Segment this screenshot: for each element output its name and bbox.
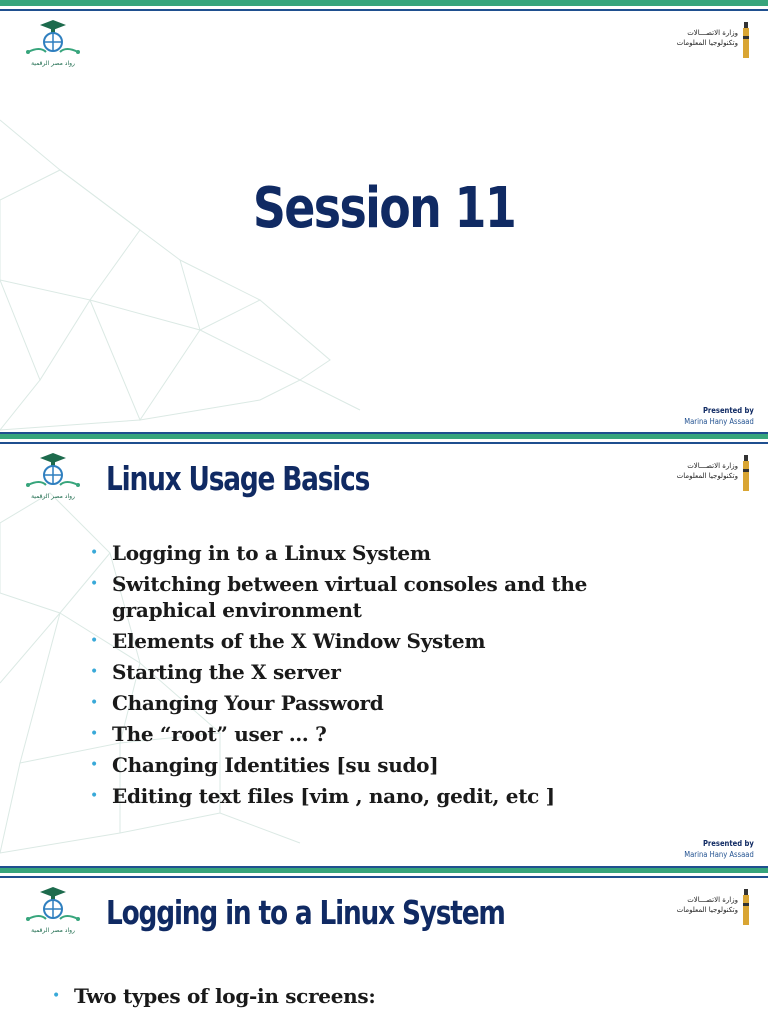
list-item: • Two types of log-in screens:: [52, 984, 376, 1008]
presenter-name: Marina Hany Assaad: [684, 850, 754, 859]
right-logo-line2: وتكنولوجيا المعلومات: [676, 472, 738, 480]
left-logo: [22, 885, 84, 937]
slide-separator: [0, 432, 768, 434]
list-item: • Changing Your Password: [90, 691, 384, 715]
left-logo: [22, 18, 84, 70]
presented-by-block: [672, 839, 754, 859]
pharaoh-emblem-icon: [740, 22, 752, 60]
presented-by-block: [672, 406, 754, 426]
slide-linux-usage-basics: [0, 433, 768, 866]
slide-session-title: [0, 0, 768, 432]
bullet-dot-icon: •: [90, 664, 98, 680]
list-item: • Elements of the X Window System: [90, 629, 486, 653]
left-logo: [22, 451, 84, 503]
right-logo: [670, 455, 756, 495]
bullet-dot-icon: •: [90, 788, 98, 804]
left-logo-text: رواد مصر الرقمية: [31, 927, 75, 934]
pharaoh-emblem-icon: [740, 889, 752, 927]
slide-title: Logging in to a Linux System: [106, 893, 505, 932]
left-logo-text: رواد مصر الرقمية: [31, 60, 75, 67]
session-title: Session 11: [252, 176, 516, 241]
bullet-list: [48, 983, 568, 1014]
slide-separator: [0, 866, 768, 868]
presenter-name: Marina Hany Assaad: [684, 417, 754, 426]
list-item: • Logging in to a Linux System: [90, 541, 431, 565]
list-item: • Switching between virtual consoles and the graphical environment: [90, 572, 588, 622]
bullet-dot-icon: •: [90, 633, 98, 649]
right-logo-line1: وزارة الاتصـــالات: [687, 462, 738, 470]
list-item: • Editing text files [vim , nano, gedit, etc ]: [90, 784, 555, 808]
list-item: • The “root” user … ?: [90, 722, 327, 746]
right-logo: [670, 22, 756, 62]
top-accent-line: [0, 876, 768, 878]
top-accent-line: [0, 9, 768, 11]
right-logo: [670, 889, 756, 929]
bullet-dot-icon: •: [90, 726, 98, 742]
list-item: • Changing Identities [su sudo]: [90, 753, 439, 777]
graduation-globe-logo-icon: [22, 18, 84, 60]
graduation-globe-logo-icon: [22, 451, 84, 493]
right-logo-line1: وزارة الاتصـــالات: [687, 29, 738, 37]
bullet-dot-icon: •: [90, 757, 98, 773]
top-accent-line: [0, 442, 768, 444]
list-item: • Starting the X server: [90, 660, 341, 684]
slide-title: Linux Usage Basics: [106, 459, 370, 498]
graduation-globe-logo-icon: [22, 885, 84, 927]
right-logo-line1: وزارة الاتصـــالات: [687, 896, 738, 904]
bullet-dot-icon: •: [90, 545, 98, 561]
bullet-dot-icon: •: [90, 576, 98, 592]
bullet-dot-icon: •: [90, 695, 98, 711]
bullet-list: [86, 540, 606, 814]
right-logo-line2: وتكنولوجيا المعلومات: [676, 906, 738, 914]
bullet-dot-icon: •: [52, 988, 60, 1004]
presented-by-label: Presented by: [703, 839, 754, 848]
presented-by-label: Presented by: [703, 406, 754, 415]
right-logo-line2: وتكنولوجيا المعلومات: [676, 39, 738, 47]
top-accent-bar: [0, 0, 768, 6]
left-logo-text: رواد مصر الرقمية: [31, 493, 75, 500]
slide-logging-in: [0, 867, 768, 1024]
pharaoh-emblem-icon: [740, 455, 752, 493]
